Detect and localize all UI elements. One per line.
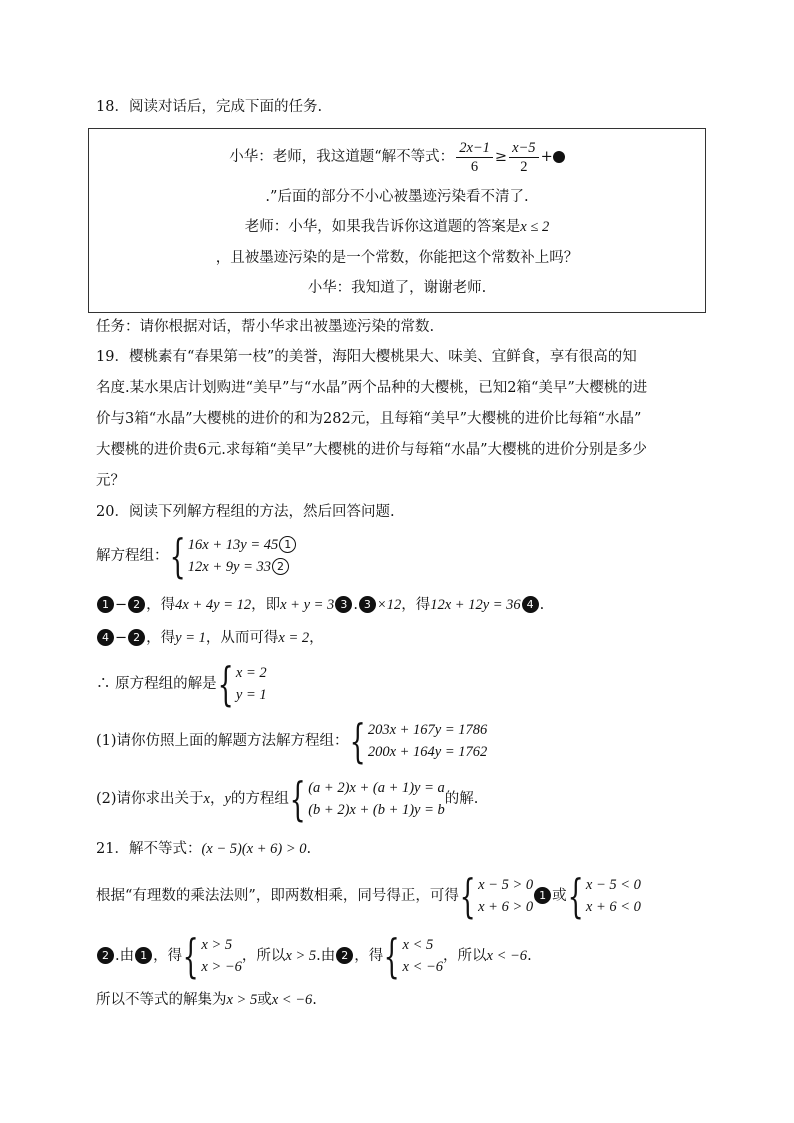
result-1-system bbox=[182, 929, 242, 983]
solution-system bbox=[217, 657, 267, 711]
dialog-line-1 bbox=[89, 137, 705, 177]
circled-number-2: 2 bbox=[128, 629, 145, 646]
q19-line-1: 19．樱桃素有“春果第一枝”的美誉，海阳大樱桃果大、味美、宜鲜食，享有很高的知 bbox=[96, 349, 637, 365]
case-2-inequality-2: x + 6 < 0 bbox=[585, 899, 641, 915]
q21-rule bbox=[96, 869, 641, 923]
step-math: y = 1 bbox=[175, 630, 206, 646]
circled-number-4: 4 bbox=[97, 629, 114, 646]
final-text: 所以不等式的解集为 bbox=[96, 992, 227, 1008]
case-text: ，所以 bbox=[241, 948, 286, 964]
case-text: ，所以 bbox=[443, 948, 487, 964]
q21-title bbox=[96, 838, 311, 860]
final-text: . bbox=[312, 992, 317, 1008]
q18-title: 18．阅读对话后，完成下面的任务. bbox=[96, 99, 323, 115]
part-1-equation-2: 200x + 164y = 1762 bbox=[367, 744, 488, 760]
q21-cases bbox=[96, 929, 532, 983]
variable-y: y bbox=[224, 791, 231, 807]
circled-number-4: 4 bbox=[522, 596, 539, 613]
dialog-line-4: ，且被墨迹污染的是一个常数，你能把这个常数补上吗？ bbox=[215, 250, 579, 266]
case-1-inequality-1: x − 5 > 0 bbox=[478, 877, 534, 893]
case-math: x < −6 bbox=[486, 948, 528, 964]
left-brace: { bbox=[383, 929, 400, 983]
case-text: . bbox=[527, 948, 532, 964]
step-text: ，得 bbox=[146, 630, 176, 646]
solution-y: y = 1 bbox=[235, 687, 267, 703]
final-text: 或 bbox=[257, 992, 272, 1008]
plus-sign: + bbox=[540, 149, 553, 165]
left-brace: { bbox=[459, 869, 476, 923]
variable-x: x bbox=[203, 791, 210, 807]
step-math: 4x + 4y = 12 bbox=[175, 597, 252, 613]
step-text: ，得 bbox=[401, 597, 431, 613]
left-brace: { bbox=[349, 714, 366, 768]
step-text: . bbox=[539, 597, 545, 613]
answer-math: x ≤ 2 bbox=[520, 219, 550, 235]
part-1-label: (1)请你仿照上面的解题方法解方程组： bbox=[96, 733, 349, 749]
fraction-2-numerator: x−5 bbox=[509, 139, 538, 158]
left-brace: { bbox=[567, 869, 584, 923]
step-math: ×12 bbox=[376, 597, 402, 613]
circled-number-2: 2 bbox=[97, 947, 114, 964]
dialog-line-5: 小华：我知道了，谢谢老师. bbox=[307, 280, 487, 296]
fraction-1-denominator: 6 bbox=[470, 158, 479, 175]
part-2-system bbox=[289, 772, 445, 826]
left-brace: { bbox=[182, 929, 199, 983]
left-brace: { bbox=[289, 772, 306, 826]
left-brace: { bbox=[217, 657, 234, 711]
q20-title: 20．阅读下列解方程组的方法，然后回答问题. bbox=[96, 504, 395, 520]
dialog-line-3-prefix: 老师：小华，如果我告诉你这道题的答案是 bbox=[244, 219, 521, 235]
q19-line-2: 名度.某水果店计划购进“美早”与“水晶”两个品种的大樱桃，已知2箱“美早”大樱桃的进 bbox=[96, 380, 648, 396]
minus-sign: − bbox=[115, 597, 128, 613]
dialog-box bbox=[88, 128, 706, 313]
case-text: ，得 bbox=[354, 948, 384, 964]
fraction-2-denominator: 2 bbox=[520, 158, 528, 175]
q20-step-1 bbox=[96, 594, 544, 616]
part-2-equation-1: (a + 2)x + (a + 1)y = a bbox=[308, 780, 445, 796]
step-text: . bbox=[353, 597, 358, 613]
minus-sign: − bbox=[115, 630, 128, 646]
circled-number-2: 2 bbox=[272, 558, 289, 575]
dialog-line-1-prefix: 小华：老师，我这道题“解不等式： bbox=[229, 149, 455, 165]
dialog-line-3 bbox=[89, 216, 705, 238]
case-1-system bbox=[459, 869, 534, 923]
result-2-inequality-2: x < −6 bbox=[402, 959, 444, 975]
case-2-inequality-1: x − 5 < 0 bbox=[585, 877, 641, 893]
circled-number-3: 3 bbox=[335, 596, 352, 613]
q19-line-3: 价与3箱“水晶”大樱桃的进价的和为282元，且每箱“美早”大樱桃的进价比每箱“水晶” bbox=[96, 411, 642, 427]
case-math: x > 5 bbox=[285, 948, 317, 964]
ink-blot-icon bbox=[553, 151, 565, 163]
dialog-line-2: .”后面的部分不小心被墨迹污染看不清了. bbox=[265, 189, 529, 205]
step-math: 12x + 12y = 36 bbox=[430, 597, 521, 613]
case-text: ，得 bbox=[153, 948, 183, 964]
solution-x: x = 2 bbox=[235, 665, 267, 681]
fraction-1-numerator: 2x−1 bbox=[456, 139, 493, 158]
step-text: ， bbox=[309, 630, 324, 646]
q20-part-2 bbox=[96, 772, 479, 826]
q19-line-5: 元？ bbox=[96, 473, 125, 489]
fraction-1 bbox=[456, 139, 493, 176]
q21-title-text: 21．解不等式： bbox=[96, 841, 202, 857]
q18-task: 任务：请你根据对话，帮小华求出被墨迹污染的常数. bbox=[96, 319, 435, 335]
q21-title-text: . bbox=[306, 841, 312, 857]
equation-2: 12x + 9y = 33 bbox=[187, 559, 271, 575]
q21-final bbox=[96, 989, 317, 1011]
result-2-inequality-1: x < 5 bbox=[402, 937, 434, 953]
step-math: x = 2 bbox=[278, 630, 310, 646]
circled-number-1: 1 bbox=[279, 536, 296, 553]
q21-inequality: (x − 5)(x + 6) > 0 bbox=[201, 841, 307, 857]
step-text: ，从而可得 bbox=[205, 630, 279, 646]
part-2-text: (2)请你求出关于 bbox=[96, 791, 204, 807]
or-text: 或 bbox=[552, 888, 567, 904]
conclusion-label: ∴ 原方程组的解是 bbox=[96, 676, 217, 692]
part-1-equation-1: 203x + 167y = 1786 bbox=[367, 722, 488, 738]
q19-line-4: 大樱桃的进价贵6元.求每箱“美早”大樱桃的进价与每箱“水晶”大樱桃的进价分别是多少 bbox=[96, 442, 647, 458]
case-2-system bbox=[567, 869, 641, 923]
equation-system bbox=[169, 529, 298, 583]
q20-system bbox=[96, 529, 297, 583]
q20-conclusion bbox=[96, 657, 267, 711]
part-2-text: 的方程组 bbox=[230, 791, 289, 807]
left-brace: { bbox=[169, 529, 186, 583]
circled-number-1: 1 bbox=[97, 596, 114, 613]
q20-part-1 bbox=[96, 714, 488, 768]
part-2-text: 的解. bbox=[444, 791, 479, 807]
circled-number-1: 1 bbox=[534, 887, 551, 904]
case-text: .由 bbox=[115, 948, 135, 964]
fraction-2 bbox=[509, 139, 538, 176]
result-1-inequality-1: x > 5 bbox=[201, 937, 233, 953]
solve-label: 解方程组： bbox=[96, 548, 169, 564]
part-1-system bbox=[349, 714, 488, 768]
result-2-system bbox=[383, 929, 444, 983]
case-text: .由 bbox=[316, 948, 336, 964]
rule-text: 根据“有理数的乘法法则”，即两数相乘，同号得正，可得 bbox=[96, 888, 459, 904]
final-math: x < −6 bbox=[271, 992, 313, 1008]
step-text: ，得 bbox=[146, 597, 176, 613]
equation-1: 16x + 13y = 45 bbox=[187, 537, 279, 553]
step-text: ，即 bbox=[251, 597, 281, 613]
circled-number-1: 1 bbox=[135, 947, 152, 964]
result-1-inequality-2: x > −6 bbox=[201, 959, 242, 975]
case-1-inequality-2: x + 6 > 0 bbox=[478, 899, 534, 915]
q20-step-2 bbox=[96, 627, 324, 649]
geq-sign: ≥ bbox=[494, 149, 508, 165]
step-math: x + y = 3 bbox=[280, 597, 335, 613]
part-2-text: ， bbox=[209, 791, 225, 807]
circled-number-2: 2 bbox=[128, 596, 145, 613]
circled-number-2: 2 bbox=[336, 947, 353, 964]
final-math: x > 5 bbox=[226, 992, 258, 1008]
part-2-equation-2: (b + 2)x + (b + 1)y = b bbox=[308, 802, 445, 818]
circled-number-3: 3 bbox=[359, 596, 376, 613]
